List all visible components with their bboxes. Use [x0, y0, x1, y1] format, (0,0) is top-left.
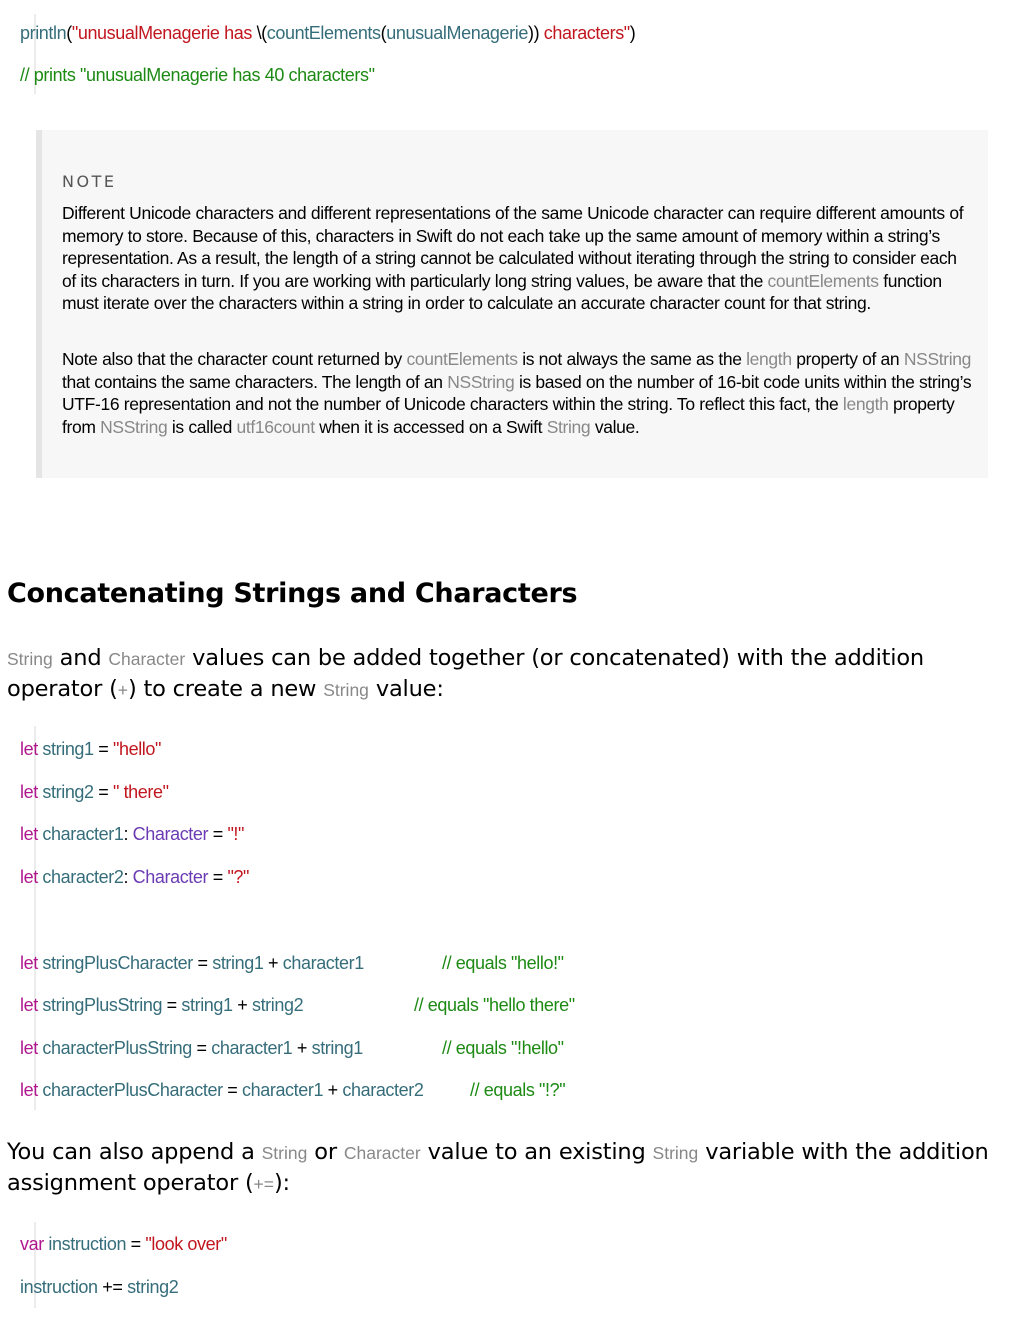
inline-code: String — [7, 649, 53, 669]
code-token: + — [232, 995, 252, 1015]
note-text: property of an — [791, 349, 904, 369]
code-token: = — [93, 782, 113, 802]
code-comment: // equals "!?" — [470, 1080, 566, 1100]
code-token: "!" — [227, 824, 245, 844]
note-text: Different Unicode characters and different representations of the same Unicode character can require different amounts of memory to store. Because of this, characters in Swift do not each take up the same amount of memory within a string’s representation. As a result, the length of a string cannot be calculated without iterating through the string to consider each of its characters in turn. If you are working with particularly long string values, be aware that the — [62, 203, 964, 291]
code-token: "hello" — [112, 739, 161, 759]
code-token: " there" — [112, 782, 169, 802]
append-paragraph — [7, 1137, 1017, 1199]
code-token: ( — [380, 23, 387, 43]
code-token: = — [191, 1038, 212, 1058]
code-token: = — [208, 867, 228, 887]
note-text: function must iterate over the characters within a string in order to calculate an accurate character count for that string. — [62, 270, 942, 313]
code-token: = — [126, 1234, 146, 1254]
code-keyword: let — [20, 739, 38, 759]
inline-code: String — [546, 416, 591, 437]
code-token: characterPlusCharacter — [42, 1080, 223, 1100]
inline-code: countElements — [406, 349, 518, 369]
code-token: instruction — [48, 1234, 127, 1254]
code-keyword: var — [20, 1234, 44, 1254]
code-type: Character — [132, 867, 209, 887]
prose-text: ): — [273, 1170, 290, 1196]
code-token: character2 — [342, 1080, 424, 1100]
inline-code: String — [261, 1143, 308, 1163]
note-label: NOTE — [62, 172, 117, 191]
code-token: = — [192, 953, 213, 973]
code-comment: // equals "hello!" — [442, 953, 564, 973]
prose-text: value to an existing — [420, 1139, 653, 1165]
prose-text: values can be added together (or concatenated) with the addition operator ( — [7, 645, 924, 702]
code-token: = — [222, 1080, 243, 1100]
code-keyword: let — [20, 782, 38, 802]
code-token: string1 — [212, 953, 264, 973]
code-token: string2 — [42, 782, 94, 802]
append-code-block — [20, 1222, 227, 1308]
note-text: Note also that the character count returned by — [62, 349, 407, 369]
code-line — [20, 823, 244, 845]
code-token: "?" — [227, 867, 250, 887]
code-token: character2 — [42, 867, 124, 887]
code-keyword: let — [20, 824, 38, 844]
prose-text: and — [52, 645, 109, 671]
inline-code: countElements — [767, 270, 879, 291]
code-token: character1 — [242, 1080, 324, 1100]
code-token: : — [123, 867, 133, 887]
code-token: + — [292, 1038, 312, 1058]
note-text: is not always the same as the — [517, 349, 747, 369]
code-token: string2 — [127, 1277, 179, 1297]
code-token: character1 — [211, 1038, 293, 1058]
prose-text: value: — [368, 676, 444, 702]
code-token: string1 — [42, 739, 94, 759]
code-token: + — [323, 1080, 343, 1100]
code-token: characterPlusString — [42, 1038, 192, 1058]
code-token: character1 — [282, 953, 364, 973]
note-paragraph — [62, 202, 972, 315]
code-token: unusualMenagerie — [386, 23, 528, 43]
code-keyword: let — [20, 867, 38, 887]
code-token: string1 — [181, 995, 233, 1015]
inline-code: String — [323, 680, 369, 700]
inline-code: + — [117, 680, 128, 700]
note-box — [36, 130, 988, 478]
code-keyword: let — [20, 995, 38, 1015]
code-token: instruction — [20, 1277, 98, 1297]
code-token: string1 — [311, 1038, 363, 1058]
note-text: property from — [62, 394, 955, 437]
code-token: )) — [527, 23, 540, 43]
inline-code: String — [652, 1143, 699, 1163]
code-keyword: let — [20, 953, 38, 973]
code-type: Character — [132, 824, 209, 844]
code-token: = — [93, 739, 113, 759]
top-code-block — [20, 14, 636, 94]
note-text: is called — [167, 416, 237, 437]
inline-code: NSString — [100, 416, 168, 437]
inline-code: += — [253, 1174, 274, 1194]
code-line — [20, 1079, 566, 1101]
code-token: += — [97, 1277, 128, 1297]
code-token: : — [123, 824, 133, 844]
note-text: value. — [590, 416, 640, 437]
intro-paragraph — [7, 643, 1017, 705]
code-comment: // equals "!hello" — [442, 1038, 564, 1058]
code-token: ( — [66, 23, 72, 43]
concat-code-block — [20, 726, 575, 1110]
code-line — [20, 1037, 564, 1059]
prose-text: variable with the addition assignment operator ( — [7, 1139, 989, 1196]
code-token: "unusualMenagerie has — [71, 23, 257, 43]
note-paragraph — [62, 348, 972, 438]
inline-code: NSString — [447, 371, 515, 392]
inline-code: Character — [343, 1143, 421, 1163]
code-line — [20, 1233, 227, 1255]
note-text: is based on the number of 16-bit code units within the string’s UTF-16 representation and not the number of Unicode characters within the string. To reflect this fact, the — [62, 371, 972, 414]
code-token: = — [162, 995, 182, 1015]
inline-code: Character — [108, 649, 186, 669]
code-token: + — [263, 953, 283, 973]
code-line — [20, 994, 575, 1016]
code-token: stringPlusCharacter — [42, 953, 193, 973]
code-token: character1 — [42, 824, 124, 844]
code-token: string2 — [251, 995, 304, 1015]
section-title: Concatenating Strings and Characters — [7, 578, 578, 609]
code-keyword: let — [20, 1038, 38, 1058]
code-comment: // prints "unusualMenagerie has 40 characters" — [20, 65, 375, 85]
note-text: when it is accessed on a Swift — [314, 416, 547, 437]
prose-text: ) to create a new — [127, 676, 324, 702]
code-line — [20, 1276, 178, 1298]
code-token: \( — [256, 23, 267, 43]
code-token: stringPlusString — [42, 995, 163, 1015]
code-line — [20, 64, 375, 86]
inline-code: length — [746, 349, 792, 369]
note-text: that contains the same characters. The length of an — [62, 371, 448, 392]
code-token: println — [20, 23, 67, 43]
inline-code: utf16count — [236, 416, 315, 437]
code-token: "look over" — [145, 1234, 227, 1254]
code-token: countElements — [266, 23, 381, 43]
code-line — [20, 866, 249, 888]
code-comment: // equals "hello there" — [414, 995, 575, 1015]
code-keyword: let — [20, 1080, 38, 1100]
code-token: = — [208, 824, 228, 844]
prose-text: You can also append a — [7, 1139, 262, 1165]
code-line — [20, 738, 161, 760]
inline-code: length — [842, 394, 889, 414]
prose-text: or — [307, 1139, 344, 1165]
code-line — [20, 952, 564, 974]
inline-code: NSString — [903, 349, 972, 369]
code-line — [20, 22, 635, 44]
code-line — [20, 781, 169, 803]
code-token: ) — [629, 23, 636, 43]
code-token: characters" — [539, 23, 630, 43]
